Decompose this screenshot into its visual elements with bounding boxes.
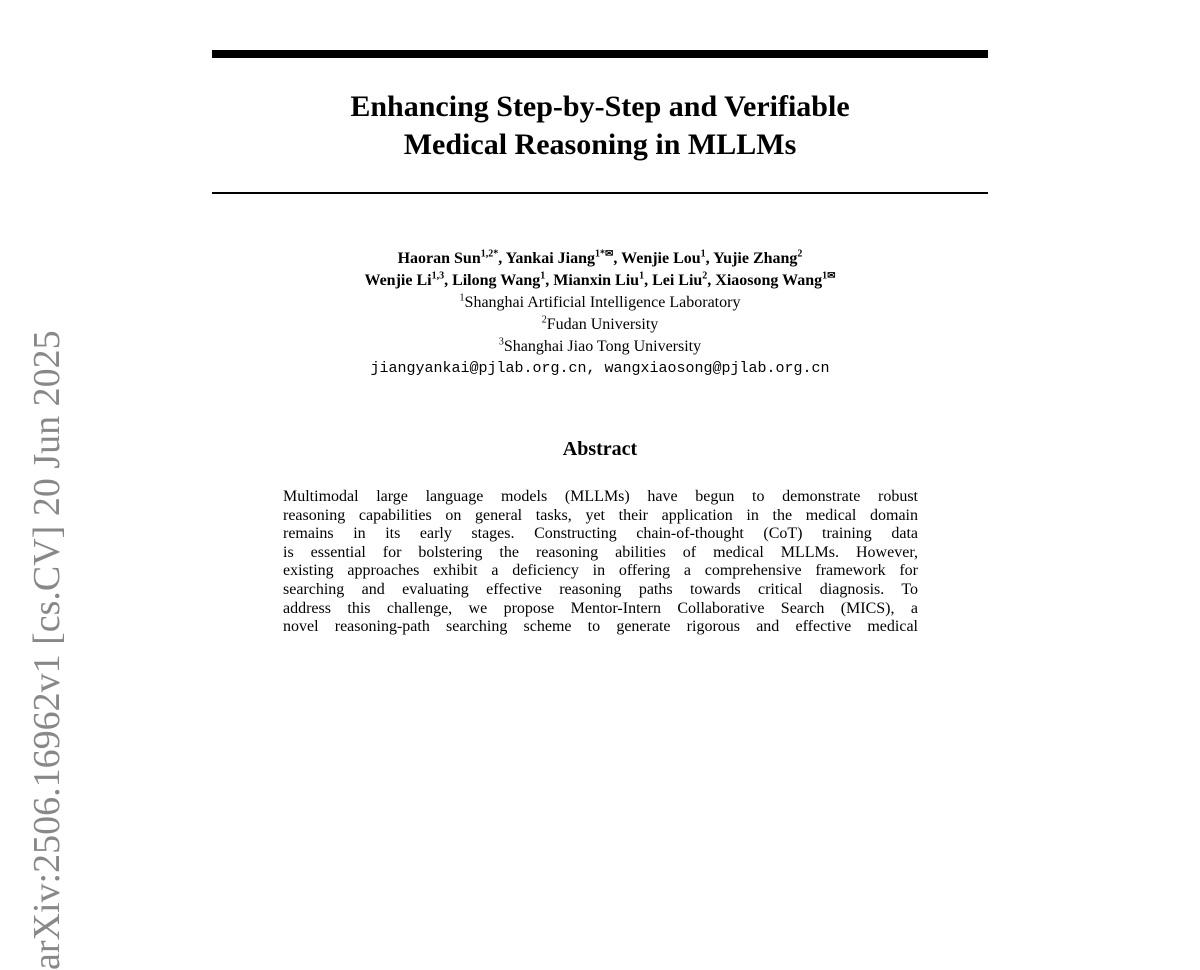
affiliation: [212, 314, 988, 336]
author-affil-mark: 1*✉: [595, 248, 614, 260]
affiliation: [212, 336, 988, 358]
abstract-line: is essential for bolstering the reasoning abilities of medical MLLMs. However,: [283, 543, 918, 561]
author-affil-mark: 1: [700, 248, 706, 260]
title-line: Enhancing Step-by-Step and Verifiable: [350, 90, 850, 123]
author-line-2: Wenjie Li$^{1,3}$, Lilong Wang$^1$, Mianxin Liu$^1$, Lei Liu$^2$, Xiaosong Wang$^{1✉}$: [364, 270, 836, 289]
top-rule: [212, 50, 988, 58]
author-affil-mark: 1: [639, 270, 645, 282]
author-name: Yankai Jiang: [505, 250, 595, 267]
title-line: Medical Reasoning in MLLMs: [403, 128, 797, 161]
abstract-line: address this challenge, we propose Mentor-Intern Collaborative Search (MICS), a: [283, 599, 918, 617]
abstract-line: Multimodal large language models (MLLMs) have begun to demonstrate robust: [283, 488, 918, 505]
abstract-line: reasoning capabilities on general tasks, yet their application in the medical domain: [283, 506, 918, 524]
author-emails: jiangyankai@pjlab.org.cn, wangxiaosong@pjlab.org.cn: [370, 360, 830, 377]
abstract-line: searching and evaluating effective reasoning paths towards critical diagnosis. To: [283, 580, 918, 598]
author-name: Xiaosong Wang: [715, 272, 823, 289]
author-name: Wenjie Li: [364, 272, 432, 289]
affiliation: [212, 292, 988, 314]
author-name: Haoran Sun: [397, 250, 481, 267]
title-rule: [212, 192, 988, 194]
author-affil-mark: 2: [702, 270, 708, 282]
abstract-line: remains in its early stages. Constructing chain-of-thought (CoT) training data: [283, 525, 918, 543]
abstract-line: novel reasoning-path searching scheme to generate rigorous and effective medical: [283, 618, 918, 636]
arxiv-stamp: arXiv:2506.16962v1 [cs.CV] 20 Jun 2025: [26, 330, 68, 970]
author-name: Yujie Zhang: [713, 250, 798, 267]
author-name: Wenjie Lou: [621, 250, 701, 267]
author-affil-mark: 1✉: [822, 270, 836, 282]
author-affil-mark: 1,3: [431, 270, 445, 282]
author-line-1: Haoran Sun$^{1,2*}$, Yankai Jiang$^{1*✉}$, Wenjie Lou$^1$, Yujie Zhang$^2$: [397, 248, 803, 267]
affiliation-mark: 3: [498, 336, 504, 348]
affiliation-mark: 1: [459, 292, 465, 304]
author-name: Mianxin Liu: [553, 272, 640, 289]
abstract-text: [283, 488, 918, 637]
author-affil-mark: 2: [797, 248, 803, 260]
affiliation-mark: 2: [541, 314, 547, 326]
affiliation-name: Shanghai Artificial Intelligence Laboratory: [464, 294, 741, 311]
author-affil-mark: 1,2*: [480, 248, 499, 260]
author-block: [212, 248, 988, 380]
author-affil-mark: 1: [540, 270, 546, 282]
paper-title: [212, 88, 988, 164]
abstract-heading: Abstract: [562, 438, 638, 460]
author-name: Lilong Wang: [452, 272, 541, 289]
abstract-line: existing approaches exhibit a deficiency in offering a comprehensive framework for: [283, 562, 918, 580]
author-name: Lei Liu: [652, 272, 703, 289]
affiliation-name: Fudan University: [546, 316, 659, 333]
affiliation-name: Shanghai Jiao Tong University: [503, 338, 702, 355]
